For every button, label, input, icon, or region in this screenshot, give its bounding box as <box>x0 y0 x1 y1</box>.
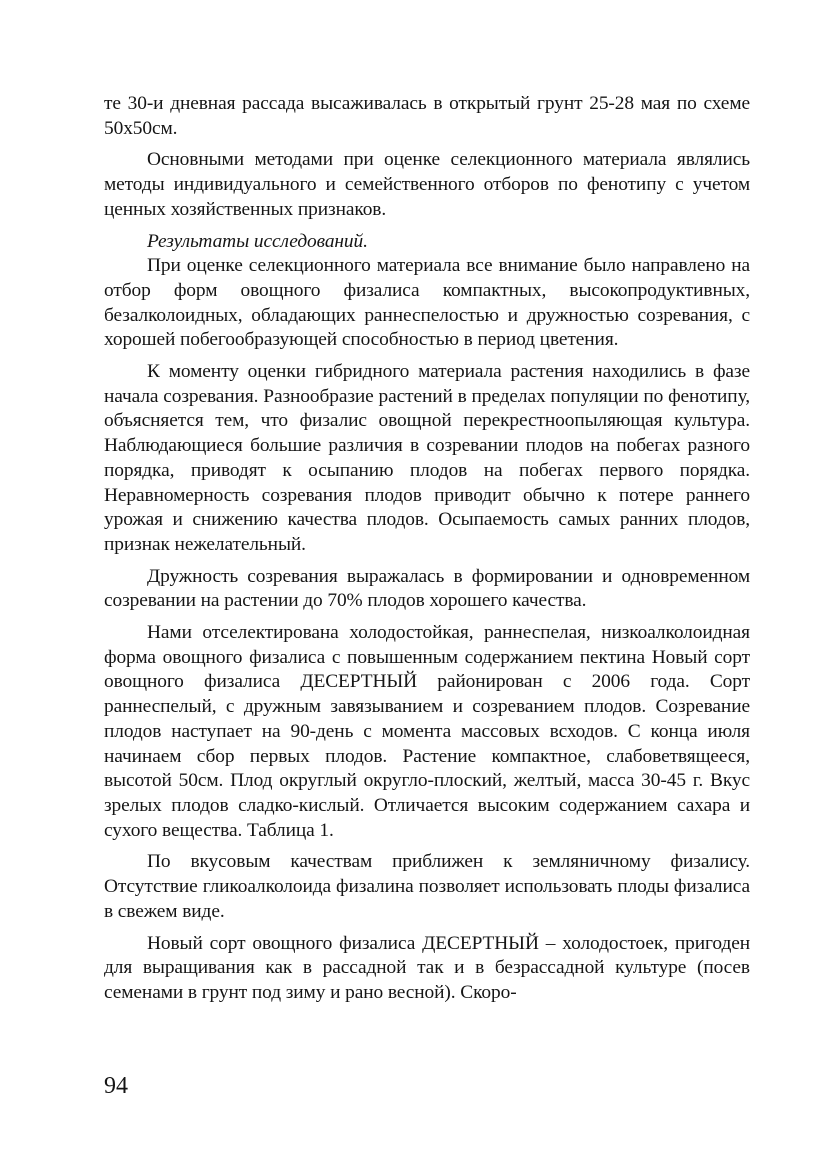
page-body <box>104 92 750 1013</box>
paragraph-ripening-uniformity: Дружность созревания выражалась в формировании и одновременном созревании на растении до 70% плодов хорошего качества. <box>104 565 750 612</box>
paragraph-new-variety: Нами отселектирована холодостойкая, раннеспелая, низкоалколоидная форма овощного физалиса с повышенным содержанием пектина Новый сорт овощного физалиса ДЕСЕРТНЫЙ районирован с 2006 года. Сорт раннеспелый, с дружным завязыванием и созреванием плодов. Созревание плодов наступает на 90-день с момента массовых всходов. С конца июля начинаем сбор первых плодов. Растение компактное, слабоветвящееся, высотой 50см. Плод округлый округло-плоский, желтый, масса 30-45 г. Вкус зрелых плодов сладко-кислый. Отличается высоким содержанием сахара и сухого вещества. Таблица 1. <box>104 622 750 841</box>
paragraph-continuation: те 30-и дневная рассада высаживалась в открытый грунт 25-28 мая по схеме 50х50см. <box>104 93 750 139</box>
section-heading-results: Результаты исследований. <box>147 230 368 252</box>
page-number: 94 <box>104 1073 128 1099</box>
paragraph-hybrid-assessment: К моменту оценки гибридного материала растения находились в фазе начала созревания. Разнообразие растений в пределах популяции по фенотипу, объясняется тем, что физалис овощной перекрестноопыляющая культура. Наблюдающиеся большие различия в созревании плодов на побегах разного порядка, приводят к осыпанию плодов на побегах первого порядка. Неравномерность созревания плодов приводит обычно к потере раннего урожая и снижению качества плодов. Осыпаемость самых ранних плодов, признак нежелательный. <box>104 361 750 555</box>
paragraph-cold-resistance: Новый сорт овощного физалиса ДЕСЕРТНЫЙ – холодостоек, пригоден для выращивания как в рассадной так и в безрассадной культуре (посев семенами в грунт под зиму и рано весной). Скоро- <box>104 932 750 1003</box>
paragraph-selection-focus: При оценке селекционного материала все внимание было направлено на отбор форм овощного физалиса компактных, высокопродуктивных, безалколоидных, обладающих раннеспелостью и дружностью созревания, с хорошей побегообразующей способностью в период цветения. <box>104 255 750 351</box>
paragraph-methods: Основными методами при оценке селекционного материала являлись методы индивидуального и семейственного отборов по фенотипу с учетом ценных хозяйственных признаков. <box>104 149 750 220</box>
paragraph-taste: По вкусовым качествам приближен к земляничному физалису. Отсутствие гликоалколоида физалина позволяет использовать плоды физалиса в свежем виде. <box>104 851 750 922</box>
